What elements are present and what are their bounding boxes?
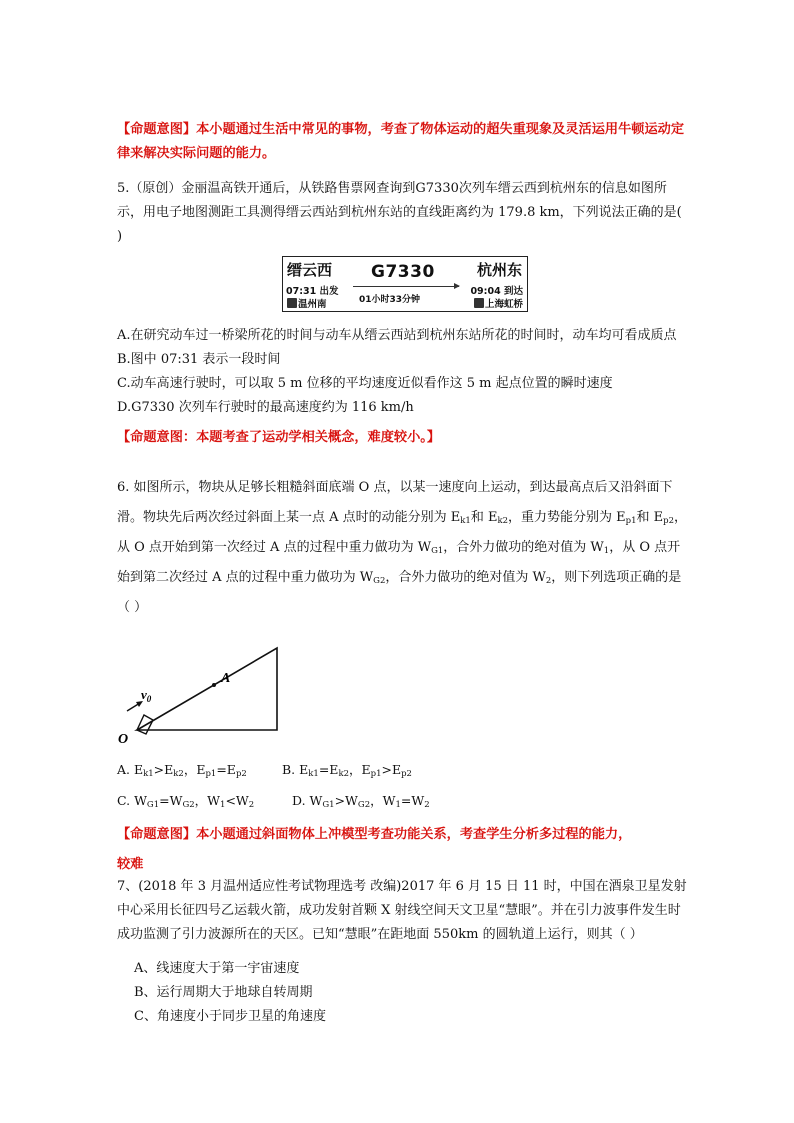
q7-option-b: B、运行周期大于地球自转周期 — [134, 985, 313, 1000]
q6-option-a: A. $E_{k1}>E_{k2}$，$E_{p1}=E_{p2}$ — [117, 762, 247, 779]
question-7-options — [134, 957, 704, 1029]
q7-option-a: A、线速度大于第一宇宙速度 — [134, 961, 300, 976]
question-5-stem: 5.（原创）金丽温高铁开通后，从铁路售票网查询到G7330次列车缙云西到杭州东的信息如图所示，用电子地图测距工具测得缙云西站到杭州东站的直线距离约为 179.8 km，下列说法正确的是( ) — [117, 181, 682, 244]
incline-diagram — [115, 636, 285, 746]
station-badge-icon — [474, 298, 484, 308]
station-badge-icon — [287, 298, 297, 308]
incline-triangle — [137, 648, 277, 730]
q6-option-b: B. $E_{k1}=E_{k2}$，$E_{p1}>E_{p2}$ — [282, 762, 412, 779]
point-o-label: O — [118, 732, 129, 746]
question-5-options — [117, 324, 687, 420]
q5-option-b: B.图中 07:31 表示一段时间 — [117, 352, 281, 367]
q5-option-d: D.G7330 次列车行驶时的最高速度约为 116 km/h — [117, 400, 414, 415]
v0-label: $v_0$ — [141, 687, 152, 704]
ticket-arrive-time: 09:04 到达 — [470, 286, 523, 297]
ticket-depart-time: 07:31 出发 — [286, 286, 339, 297]
intent-previous: 【命题意图】本小题通过生活中常见的事物，考查了物体运动的超失重现象及灵活运用牛顿运动定律来解决实际问题的能力。 — [117, 122, 685, 161]
q5-option-c: C.动车高速行驶时，可以取 5 m 位移的平均速度近似看作这 5 m 起点位置的瞬时速度 — [117, 376, 613, 391]
question-6-stem: 6. 如图所示，物块从足够长粗糙斜面底端 O 点，以某一速度向上运动，到达最高点后又沿斜面下滑。物块先后两次经过斜面上某一点 A 点时的动能分别为 $E_{k1}$和 $E_{k2}$，重力势能分别为 $E_{p1}$和 $E_{p2}$，从 O 点开始到第一次经过 A 点的过程中重力做功为 $W_{G1}$，合外力做功的绝对值为 $W_1$，从 O 点开始到第二次经过 A 点的过程中重力做功为 $W_{G2}$，合外力做功的绝对值为 $W_2$，则下列选项正确的是（ ） — [117, 480, 688, 615]
point-a-dot — [212, 683, 216, 687]
q5-option-a: A.在研究动车过一桥梁所花的时间与动车从缙云西站到杭州东站所花的时间时，动车均可看成质点 — [117, 328, 677, 343]
q6-option-c: C. $W_{G1}=W_{G2}$，$W_1<W_2$ — [117, 793, 255, 810]
q6-option-d: D. $W_{G1}>W_{G2}$，$W_1=W_2$ — [292, 793, 430, 810]
ticket-arrow-icon — [353, 286, 459, 287]
ticket-from-station: 缙云西 — [287, 261, 333, 279]
q6-intent: 【命题意图】本小题通过斜面物体上冲模型考查功能关系，考查学生分析多过程的能力， 较难 — [117, 827, 632, 872]
point-a-label: A — [221, 671, 231, 686]
ticket-duration: 01小时33分钟 — [359, 295, 421, 305]
train-ticket-figure — [282, 256, 528, 312]
q7-option-c: C、角速度小于同步卫星的角速度 — [134, 1009, 326, 1024]
ticket-from-tag: 温州南 — [287, 296, 327, 310]
question-7-stem: 7、(2018 年 3 月温州适应性考试物理选考 改编)2017 年 6 月 15 日 11 时，中国在酒泉卫星发射中心采用长征四号乙运载火箭，成功发射首颗 X 射线空间天文卫星“慧眼”。并在引力波事件发生时成功监测了引力波源所在的天区。已知“慧眼”在距地面 550km 的圆轨道上运行，则其（ ） — [117, 879, 687, 942]
ticket-to-tag: 上海虹桥 — [474, 296, 523, 310]
q5-intent: 【命题意图：本题考查了运动学相关概念，难度较小。】 — [117, 430, 441, 445]
ticket-to-station: 杭州东 — [476, 261, 522, 279]
ticket-train-number: G7330 — [371, 262, 435, 282]
